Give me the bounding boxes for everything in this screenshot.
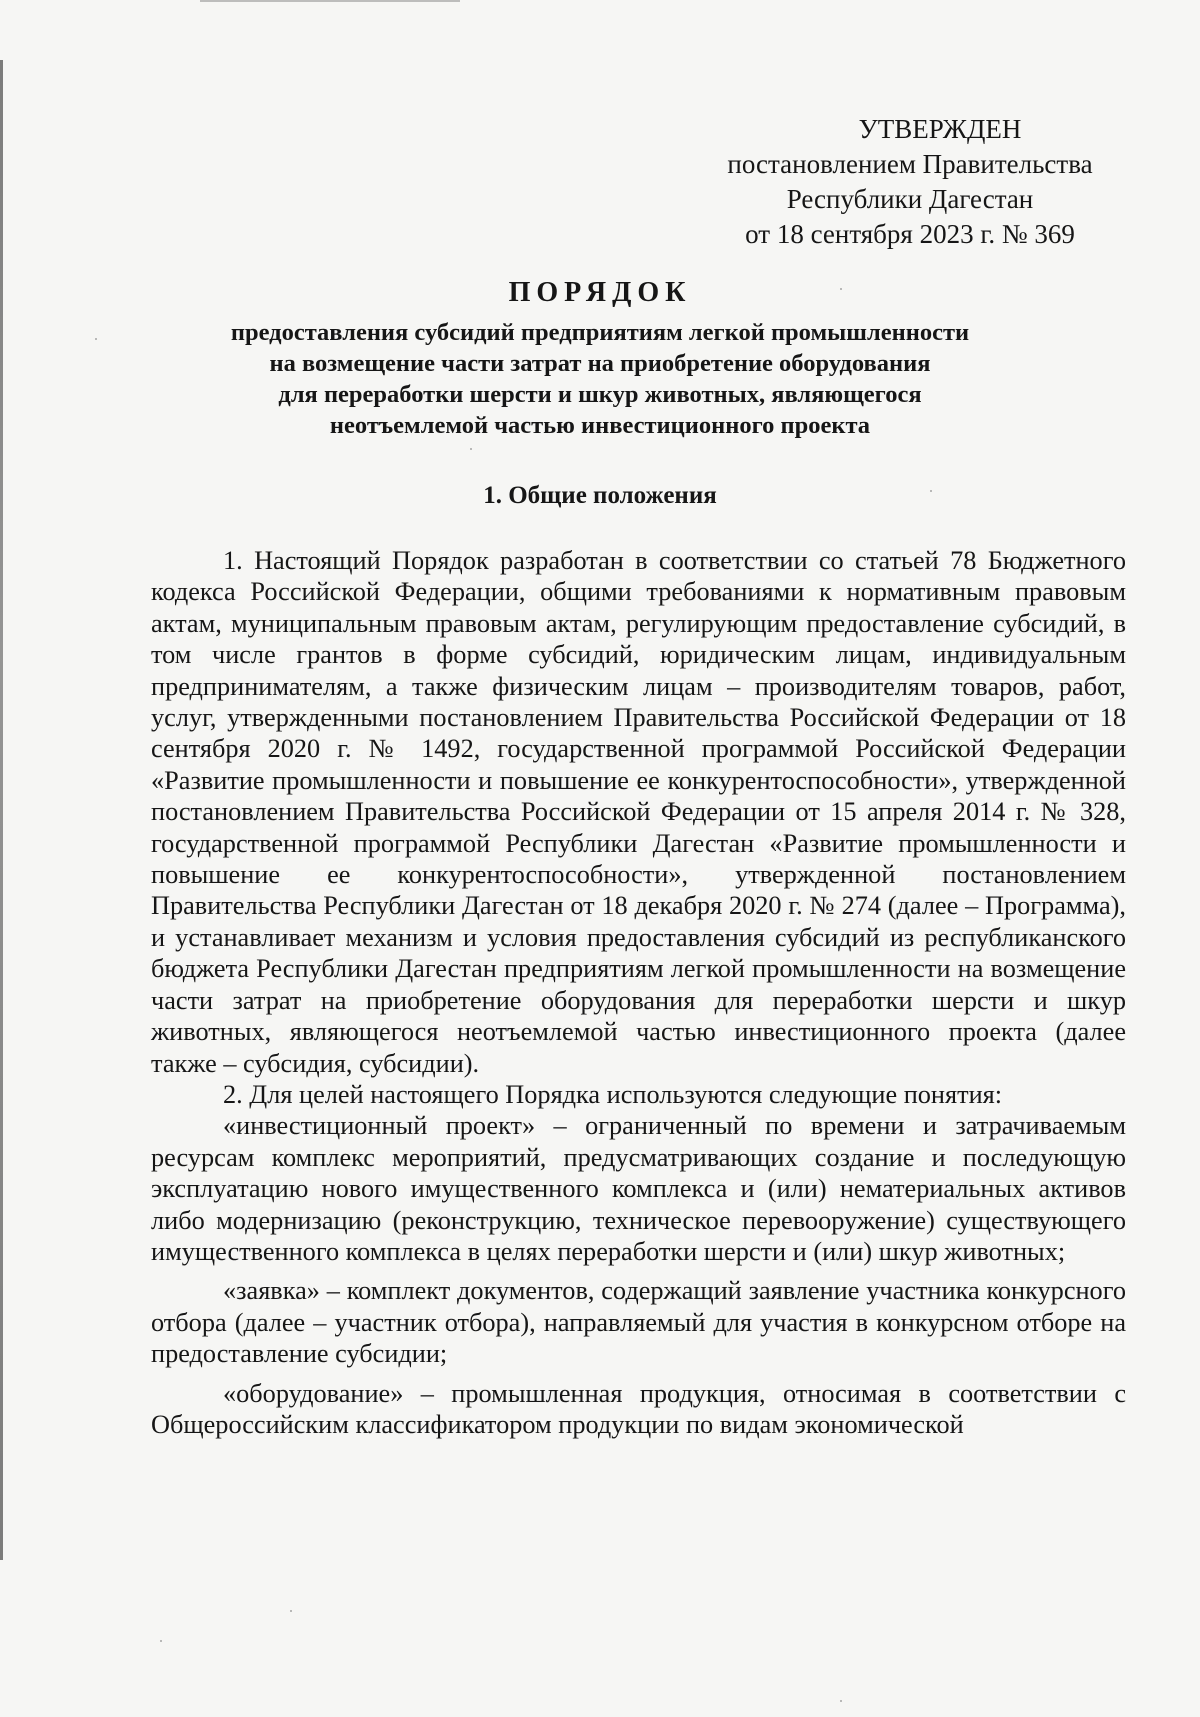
document-subtitle-line: неотъемлемой частью инвестиционного проекта <box>329 412 871 439</box>
paragraph: «оборудование» – промышленная продукция, относимая в соответствии с Общероссийским классификатором продукции по видам экономической <box>151 1378 1126 1439</box>
document-body <box>151 545 1126 1440</box>
approval-stamp <box>700 112 1120 252</box>
document-title: ПОРЯДОК <box>508 277 692 308</box>
scan-speck <box>290 1610 292 1612</box>
document-subtitle-line: предоставления субсидий предприятиям легкой промышленности <box>230 319 970 346</box>
approval-line: Республики Дагестан <box>786 184 1034 214</box>
scan-edge-top <box>200 0 460 2</box>
approval-line: постановлением Правительства <box>727 149 1093 179</box>
paragraph: 2. Для целей настоящего Порядка используются следующие понятия: <box>223 1079 1003 1109</box>
scan-edge-left <box>0 60 3 1560</box>
approval-line: от 18 сентября 2023 г. № 369 <box>745 219 1075 249</box>
document-subtitle-line: для переработки шерсти и шкур животных, являющегося <box>278 381 922 408</box>
document-title-block <box>150 275 1050 441</box>
approval-heading: УТВЕРЖДЕН <box>858 114 1022 144</box>
document-subtitle-line: на возмещение части затрат на приобретение оборудования <box>269 350 931 377</box>
scan-speck <box>470 448 472 450</box>
scan-speck <box>95 338 97 340</box>
paragraph: «заявка» – комплект документов, содержащий заявление участника конкурсного отбора (далее – участник отбора), направляемый для участия в конкурсном отборе на предоставление субсидии; <box>151 1276 1126 1369</box>
scan-speck <box>840 1700 842 1702</box>
paragraph: «инвестиционный проект» – ограниченный по времени и затрачиваемым ресурсам комплекс мероприятий, предусматривающих создание и последующую эксплуатацию нового имущественного комплекса и (или) нематериальных активов либо модернизацию (реконструкцию, техническое перевооружение) существующего имущественного комплекса в целях переработки шерсти и (или) шкур животных; <box>151 1111 1126 1266</box>
section-title: 1. Общие положения <box>483 482 717 509</box>
scan-speck <box>160 1640 162 1642</box>
paragraph: 1. Настоящий Порядок разработан в соответствии со статьей 78 Бюджетного кодекса Российской Федерации, общими требованиями к нормативным правовым актам, муниципальным правовым актам, регулирующим предоставление субсидий, в том числе грантов в форме субсидий, юридическим лицам, индивидуальным предпринимателям, а также физическим лицам – производителям товаров, работ, услуг, утвержденными постановлением Правительства Российской Федерации от 18 сентября 2020 г. № 1492, государственной программой Российской Федерации «Развитие промышленности и повышение ее конкурентоспособности», утвержденной постановлением Правительства Российской Федерации от 15 апреля 2014 г. № 328, государственной программой Республики Дагестан «Развитие промышленности и повышение ее конкурентоспособности», утвержденной постановлением Правительства Республики Дагестан от 18 декабря 2020 г. № 274 (далее – Программа), и устанавливает механизм и условия предоставления субсидий из республиканского бюджета Республики Дагестан предприятиям легкой промышленности на возмещение части затрат на приобретение оборудования для переработки шерсти и шкур животных, являющегося неотъемлемой частью инвестиционного проекта (далее также – субсидия, субсидии). <box>151 546 1126 1078</box>
